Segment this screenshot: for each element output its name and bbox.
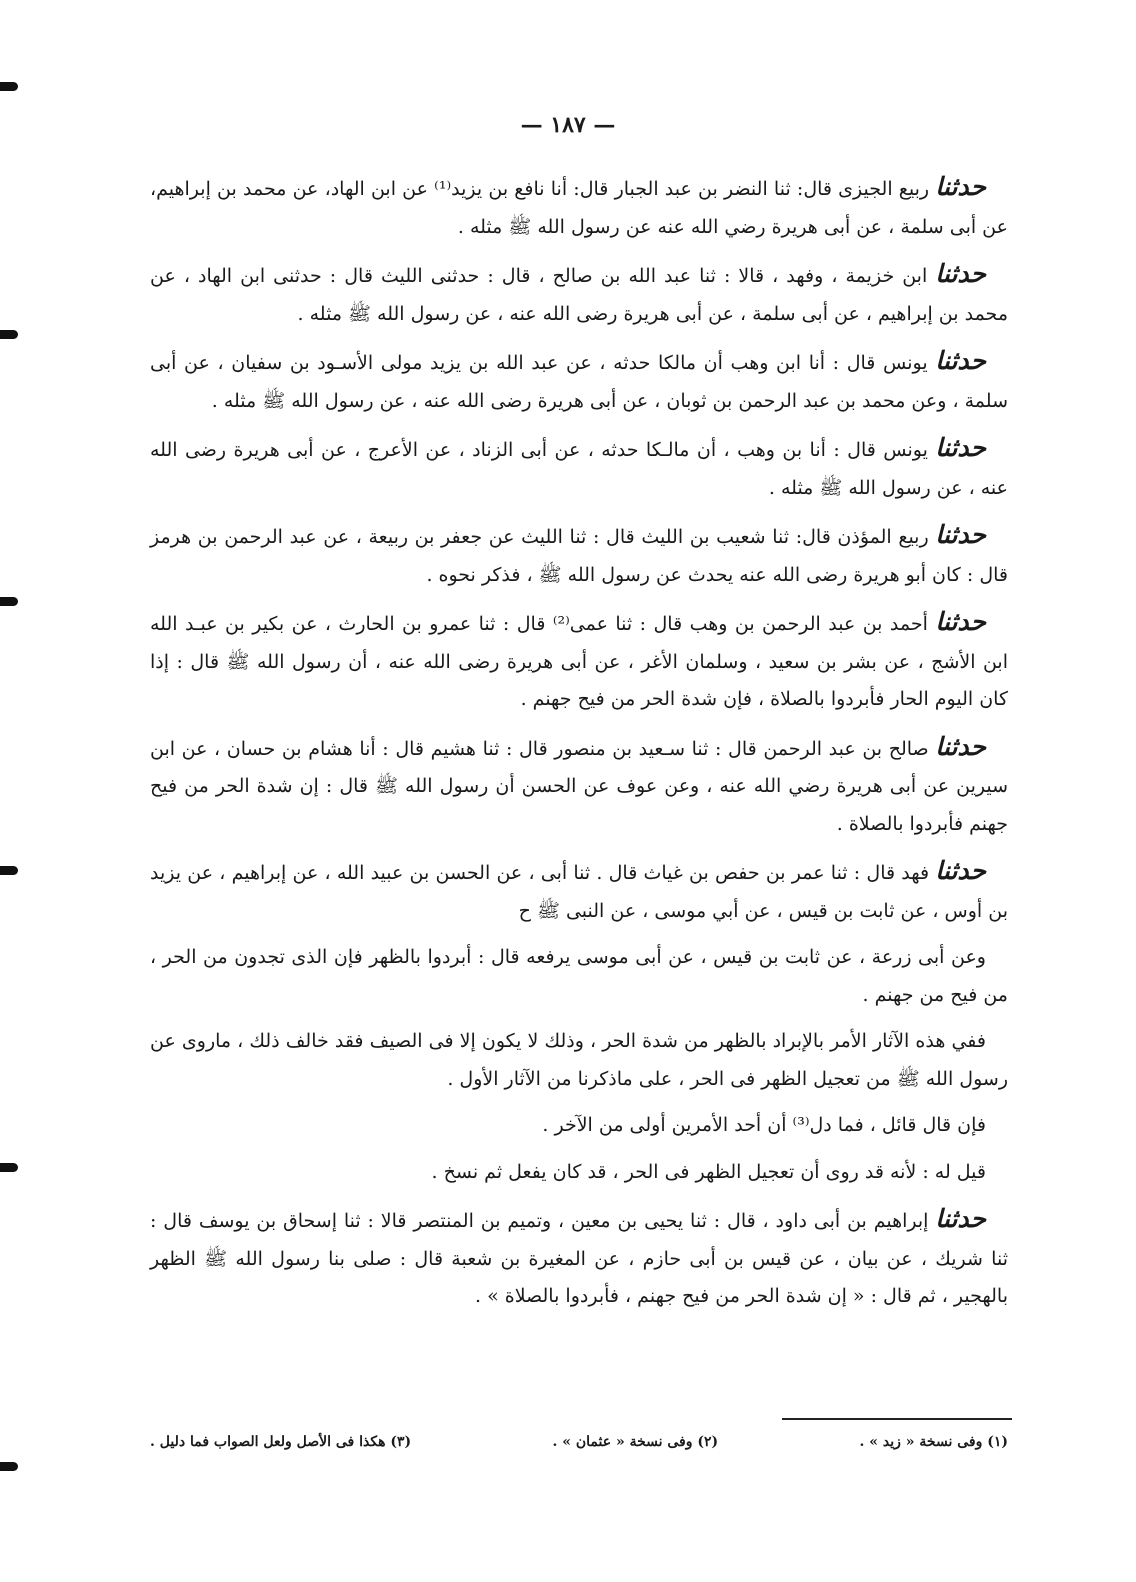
paragraph-text: يونس قال : أنا بن وهب ، أن مالـكا حدثه ، عن أبى الزناد ، عن الأعرج ، عن أبى هريرة رضى الله عنه ، عن رسول الله ﷺ مثله . <box>150 439 1008 499</box>
paragraph-lead-word: حدثنا <box>935 433 986 462</box>
paragraph-lead-word: حدثنا <box>935 1204 986 1233</box>
paragraph-text: ففي هذه الآثار الأمر بالإبراد بالظهر من شدة الحر ، وذلك لا يكون إلا فى الصيف فقد خالف ذلك ، ماروى عن رسول الله ﷺ من تعجيل الظهر فى الحر ، على ماذكرنا من الآثار الأول . <box>150 1030 1008 1090</box>
paragraph-text: ربيع المؤذن قال: ثنا شعيب بن الليث قال : ثنا الليث عن جعفر بن ربيعة ، عن عبد الرحمن بن هرمز قال : كان أبو هريرة رضى الله عنه يحدث عن رسول الله ﷺ ، فذكر نحوه . <box>150 526 1008 586</box>
paragraph-text: أحمد بن عبد الرحمن بن وهب قال : ثنا عمى⁽²⁾ قال : ثنا عمرو بن الحارث ، عن بكير بن عبـد الله ابن الأشج ، عن بشر بن سعيد ، وسلمان الأغر ، عن أبى هريرة رضى الله عنه ، أن رسول الله ﷺ قال : إذا كان اليوم الحار فأبردوا بالصلاة ، فإن شدة الحر من فيح جهنم . <box>150 613 1008 710</box>
scan-edge-mark <box>0 1163 18 1172</box>
scan-edge-mark <box>0 1462 18 1471</box>
paragraph <box>150 429 1008 507</box>
paragraph <box>150 255 1008 333</box>
footnote-divider <box>782 1418 1012 1420</box>
scan-edge-mark <box>0 597 18 606</box>
paragraph <box>150 603 1008 719</box>
paragraph <box>150 1107 1008 1145</box>
footnotes <box>150 1434 1008 1450</box>
paragraph-lead-word: حدثنا <box>935 607 987 636</box>
paragraph-text: فإن قال قائل ، فما دل⁽³⁾ أن أحد الأمرين أولى من الآخر . <box>542 1114 986 1136</box>
footnote: (١) وفى نسخة « زيد » . <box>859 1434 1008 1450</box>
paragraph <box>150 342 1008 420</box>
paragraph <box>150 1154 1008 1192</box>
paragraph <box>150 728 1008 844</box>
scan-edge-mark <box>0 866 18 875</box>
paragraph <box>150 168 1008 246</box>
page-number: — ١٨٧ — <box>520 112 616 138</box>
scan-edge-mark <box>0 330 18 339</box>
paragraph <box>150 852 1008 930</box>
paragraph-lead-word: حدثنا <box>935 520 986 549</box>
paragraph-text: قيل له : لأنه قد روى أن تعجيل الظهر فى الحر ، قد كان يفعل ثم نسخ . <box>431 1160 986 1183</box>
paragraph-lead-word: حدثنا <box>935 731 986 761</box>
paragraph <box>150 1200 1008 1316</box>
paragraph-text: ربيع الجيزى قال: ثنا النضر بن عبد الجبار قال: أنا نافع بن يزيد⁽¹⁾ عن ابن الهاد، عن محمد بن إبراهيم، عن أبى سلمة ، عن أبى هريرة رضي الله عنه عن رسول الله ﷺ مثله . <box>150 178 1008 238</box>
paragraph-lead-word: حدثنا <box>935 172 986 201</box>
main-text <box>150 168 1008 1325</box>
paragraph-text: يونس قال : أنا ابن وهب أن مالكا حدثه ، عن عبد الله بن يزيد مولى الأسـود بن سفيان ، عن أبى سلمة ، وعن محمد بن عبد الرحمن بن ثوبان ، عن أبى هريرة رضى الله عنه ، عن رسول الله ﷺ مثله . <box>150 352 1008 412</box>
paragraph <box>150 939 1008 1014</box>
paragraph <box>150 516 1008 594</box>
paragraph-lead-word: حدثنا <box>935 346 986 375</box>
scan-edge-mark <box>0 82 18 91</box>
footnote: (٢) وفى نسخة « عثمان » . <box>552 1434 719 1450</box>
paragraph-text: ابن خزيمة ، وفهد ، قالا : ثنا عبد الله بن صالح ، قال : حدثنى الليث قال : حدثنى ابن الهاد ، عن محمد بن إبراهيم ، عن أبى سلمة ، عن أبى هريرة رضى الله عنه ، عن رسول الله ﷺ مثله . <box>150 265 1008 325</box>
paragraph-text: صالح بن عبد الرحمن قال : ثنا سـعيد بن منصور قال : ثنا هشيم قال : أنا هشام بن حسان ، عن ابن سيرين عن أبى هريرة رضي الله عنه ، وعن عوف عن الحسن أن رسول الله ﷺ قال : إن شدة الحر من فيح جهنم فأبردوا بالصلاة . <box>150 737 1008 835</box>
paragraph <box>150 1023 1008 1098</box>
paragraph-lead-word: حدثنا <box>935 259 986 288</box>
footnote: (٣) هكذا فى الأصل ولعل الصواب فما دليل . <box>150 1434 412 1450</box>
paragraph-text: فهد قال : ثنا عمر بن حفص بن غياث قال . ثنا أبى ، عن الحسن بن عبيد الله ، عن إبراهيم ، عن يزيد بن أوس ، عن ثابت بن قيس ، عن أبي موسى ، عن النبى ﷺ ح <box>150 862 1008 922</box>
paragraph-text: وعن أبى زرعة ، عن ثابت بن قيس ، عن أبى موسى يرفعه قال : أبردوا بالظهر فإن الذى تجدون من الحر ، من فيح من جهنم . <box>150 946 1008 1006</box>
paragraph-text: إبراهيم بن أبى داود ، قال : ثنا يحيى بن معين ، وتميم بن المنتصر قالا : ثنا إسحاق بن يوسف قال : ثنا شريك ، عن بيان ، عن قيس بن أبى حازم ، عن المغيرة بن شعبة قال : صلى بنا رسول الله ﷺ الظهر بالهجير ، ثم قال : « إن شدة الحر من فيح جهنم ، فأبردوا بالصلاة » . <box>150 1210 1008 1307</box>
paragraph-lead-word: حدثنا <box>935 856 986 885</box>
